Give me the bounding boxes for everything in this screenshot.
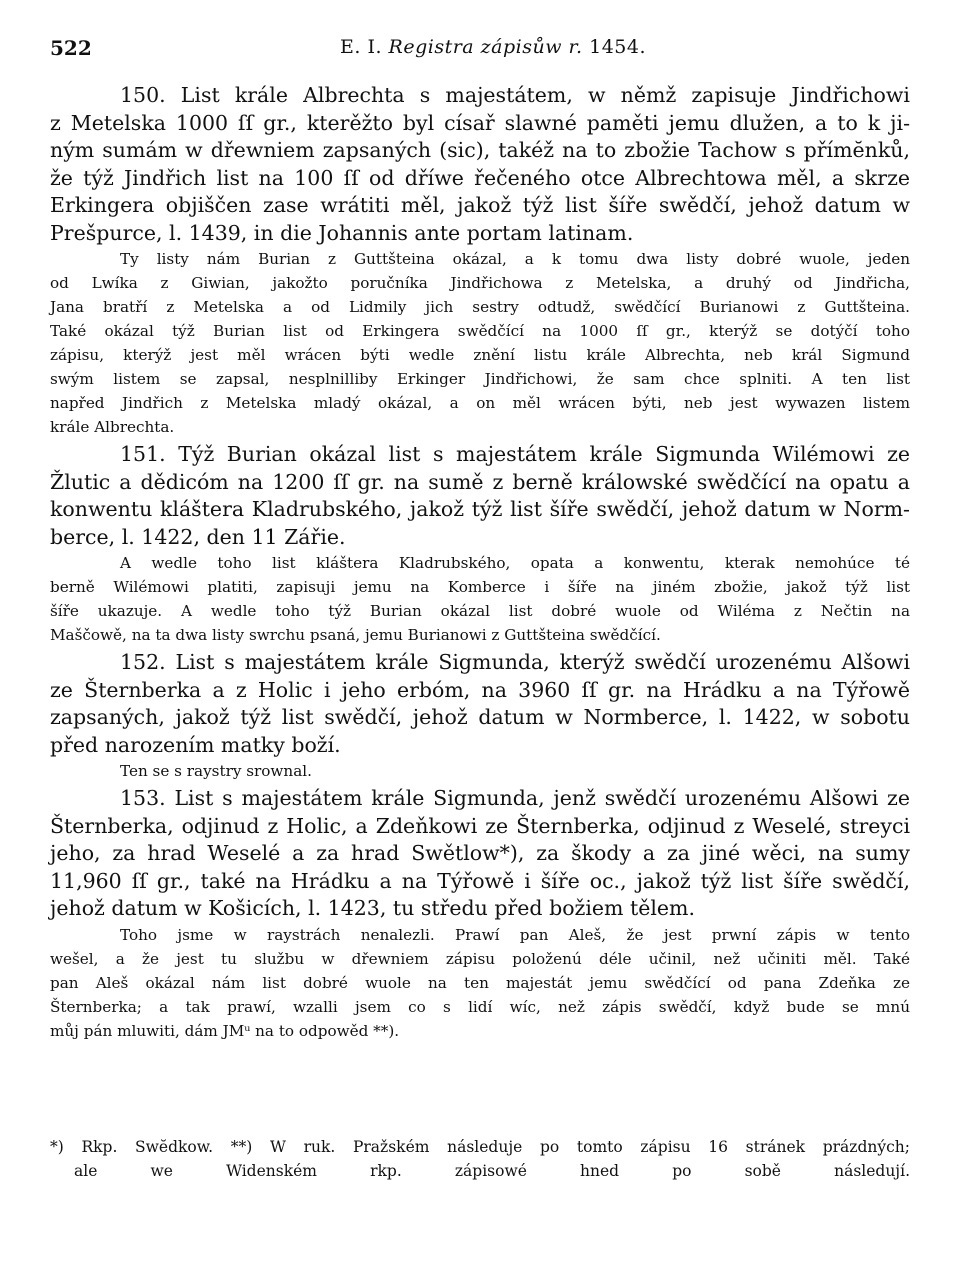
entry-line: Erkingera objiščen zase wrátiti měl, jakož týž list šíře swědčí, jehož datum w	[50, 193, 910, 217]
note-line: zápisu, kterýž jest měl wrácen býti wedle znění listu krále Albrechta, neb král Sigmund	[50, 346, 910, 364]
note-line: Také okázal týž Burian list od Erkingera swědčící na 1000 ſſ gr., kterýž se dotýčí toho	[50, 322, 910, 340]
footnotes	[50, 1135, 910, 1183]
running-title-year: 1454.	[589, 36, 647, 58]
entry-152-note	[50, 759, 910, 783]
page-number: 522	[50, 36, 92, 60]
entry-line: jehož datum w Košicích, l. 1423, tu středu před božiem tělem.	[50, 896, 695, 920]
note-line: od Lwíka z Giwian, jakožto poručníka Jindřichowa z Metelska, a druhý od Jindřicha,	[50, 274, 910, 292]
note-line: swým listem se zapsal, nesplnilliby Erkinger Jindřichowi, že sam chce splniti. A ten list	[50, 370, 910, 388]
entry-line: 11,960 ſſ gr., také na Hrádku a na Týřowě i šíře oc., jakož týž list šíře swědčí,	[50, 868, 910, 893]
note-line: Toho jsme w raystrách nenalezli. Prawí pan Aleš, že jest prwní zápis w tento	[120, 925, 910, 944]
note-line: napřed Jindřich z Metelska mladý okázal, a on měl wrácen býti, neb jest wywazen listem	[50, 394, 910, 412]
entry-line: jeho, za hrad Weselé a za hrad Swětlow*), za škody a za jiné wěci, na sumy	[50, 841, 910, 865]
entry-152	[50, 649, 910, 759]
note-line: Maščowě, na ta dwa listy swrchu psaná, jemu Burianowi z Guttšteina swědčící.	[50, 626, 661, 644]
entry-151	[50, 441, 910, 551]
note-line: A wedle toho list kláštera Kladrubského, opata a konwentu, kterak nemohúce té	[120, 554, 910, 572]
note-line: Ten se s raystry srownal.	[120, 762, 312, 780]
note-line: můj pán mluwiti, dám JMᵘ na to odpowěd **).	[50, 1021, 400, 1040]
note-line: Šternberka; a tak prawí, wzalli jsem co s lidí wíc, než zápis swědčí, když bude se mnú	[50, 997, 910, 1016]
entry-line: že týž Jindřich list na 100 ſſ od dříwe řečeného otce Albrechtowa měl, a skrze	[50, 165, 910, 190]
entry-line: zapsaných, jakož týž list swědčí, jehož datum w Normberce, l. 1422, w sobotu	[50, 705, 910, 729]
note-line: šíře ukazuje. A wedle toho týž Burian okázal list dobré wuole od Wiléma z Nečtin na	[50, 602, 910, 620]
entry-line: 150. List krále Albrechta s majestátem, w němž zapisuje Jindřichowi	[120, 83, 910, 107]
running-title	[340, 36, 646, 58]
running-title-italic: Registra zápisůw r.	[388, 36, 583, 58]
entry-line: Žlutic a dědicóm na 1200 ſſ gr. na sumě z berně králowské swědčící na opatu a	[50, 469, 910, 494]
entry-150	[50, 82, 910, 247]
running-title-prefix: E. I.	[340, 36, 382, 58]
entry-line: 151. Týž Burian okázal list s majestátem krále Sigmunda Wilémowi ze	[120, 442, 910, 466]
entry-line: ným sumám w dřewniem zapsaných (sic), takéž na to zbožie Tachow s přímĕnků,	[50, 138, 910, 162]
note-line: krále Albrechta.	[50, 418, 175, 436]
entry-line: 152. List s majestátem krále Sigmunda, kterýž swědčí urozenému Alšowi	[120, 650, 910, 674]
entry-line: před narozením matky boží.	[50, 732, 341, 757]
entry-line: Prešpurce, l. 1439, in die Johannis ante portam latinam.	[50, 220, 634, 245]
entry-line: 153. List s majestátem krále Sigmunda, jenž swědčí urozenému Alšowi ze	[120, 786, 910, 810]
footnote-line: *) Rkp. Swĕdkow. **) W ruk. Pražském následuje po tomto zápisu 16 stránek prázdných;	[50, 1138, 910, 1156]
page-body	[50, 82, 910, 1043]
entry-153-note	[50, 923, 910, 1043]
note-line: berně Wilémowi platiti, zapisuji jemu na Komberce i šíře na jiném zbožie, jakož týž list	[50, 578, 910, 596]
note-line: Ty listy nám Burian z Guttšteina okázal, a k tomu dwa listy dobré wuole, jeden	[120, 250, 910, 268]
footnote-line: ale we Widenském rkp. zápisowé hned po sobě následují.	[74, 1162, 910, 1180]
note-line: pan Aleš okázal nám list dobré wuole na ten majestát jemu swědčící od pana Zdeňka ze	[50, 973, 910, 992]
entry-line: z Metelska 1000 ſſ gr., kterěžto byl císař slawné paměti jemu dlužen, a to k ji-	[50, 110, 910, 135]
entry-line: berce, l. 1422, den 11 Zářie.	[50, 524, 346, 549]
entry-line: ze Šternberka a z Holic i jeho erbóm, na 3960 ſſ gr. na Hrádku a na Týřowě	[50, 677, 910, 702]
entry-150-note	[50, 247, 910, 439]
note-line: wešel, a že jest tu službu w dřewniem zápisu položenú déle učinil, než učiniti měl. Také	[50, 949, 910, 968]
entry-line: Šternberka, odjinud z Holic, a Zdeňkowi ze Šternberka, odjinud z Weselé, streyci	[50, 813, 910, 838]
entry-line: konwentu kláštera Kladrubského, jakož týž list šíře swědčí, jehož datum w Norm-	[50, 497, 910, 521]
note-line: Jana bratří z Metelska a od Lidmily jich sestry odtudž, swědčící Burianowi z Guttšteina.	[50, 298, 910, 316]
entry-151-note	[50, 551, 910, 647]
running-header	[50, 36, 910, 66]
entry-153	[50, 785, 910, 923]
